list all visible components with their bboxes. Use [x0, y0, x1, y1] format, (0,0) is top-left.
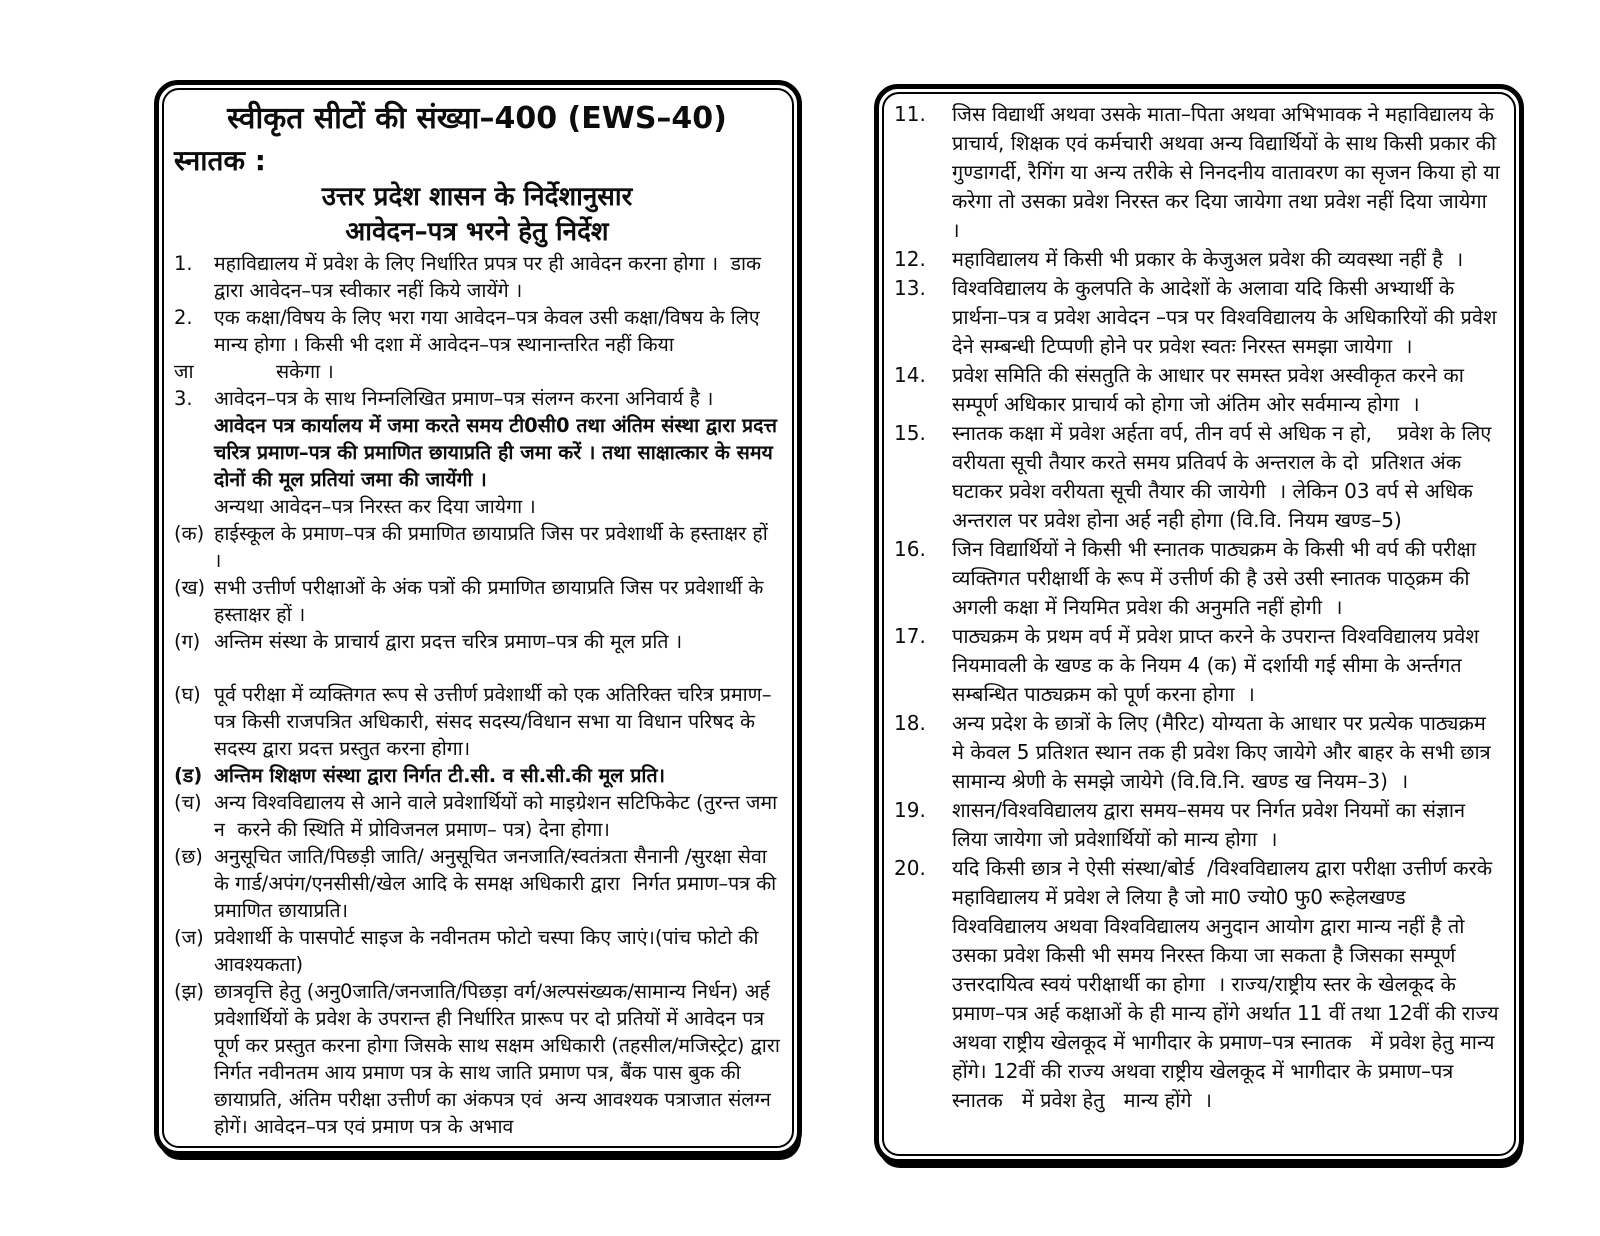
list-item: [894, 100, 1507, 245]
item-text: यदि किसी छात्र ने ऐसी संस्था/बोर्ड /विश्वविद्यालय द्वारा परीक्षा उत्तीर्ण करके महाविद्यालय में प्रवेश ले लिया है जो मा0 ज्यो0 फु0 रूहेलखण्ड विश्वविद्यालय अथवा विश्वविद्यालय अनुदान आयोग द्वारा मान्य नहीं है तो उसका प्रवेश किसी भी समय निरस्त किया जा सकता है जिसका सम्पूर्ण उत्तरदायित्व स्वयं परीक्षार्थी का होगा । राज्य/राष्ट्रीय स्तर के खेलकूद के प्रमाण–पत्र अर्ह कक्षाओं के ही मान्य होंगे अर्थात 11 वीं तथा 12वीं की राज्य अथवा राष्ट्रीय खेलकूद में भागीदार के प्रमाण–पत्र स्नातक में प्रवेश हेतु मान्य होंगे। 12वीं की राज्य अथवा राष्ट्रीय खेलकूद में भागीदार के प्रमाण–पत्र स्नातक में प्रवेश हेतु मान्य होंगे ।: [952, 856, 1505, 1112]
list-item: [174, 493, 780, 520]
list-item: [174, 681, 780, 762]
list-item: [174, 978, 787, 1140]
item-text: शासन/विश्वविद्यालय द्वारा समय–समय पर निर्गत प्रवेश नियमों का संज्ञान लिया जायेगा जो प्रवेशार्थियों को मान्य होगा ।: [952, 798, 1472, 851]
list-item: [894, 796, 1502, 854]
item-text: अन्य प्रदेश के छात्रों के लिए (मैरिट) योग्यता के आधार पर प्रत्येक पाठ्यक्रम मे केवल 5 प्रतिशत स्थान तक ही प्रवेश किए जायेगे और बाहर के सभी छात्र सामान्य श्रेणी के समझे जायेगे (वि.वि.नि. खण्ड ख नियम–3) ।: [952, 711, 1498, 793]
list-item: [174, 789, 784, 843]
right-instructions-list: [894, 100, 1507, 1115]
list-item: [894, 622, 1502, 709]
list-item: [894, 854, 1505, 1115]
item-marker: 15.: [894, 421, 926, 445]
item-text: प्रवेश समिति की संसतुति के आधार पर समस्त प्रवेश अस्वीकृत करने का सम्पूर्ण अधिकार प्राचार्य को होगा जो अंतिम ओर सर्वमान्य होगा ।: [952, 363, 1471, 416]
item-marker: 13.: [894, 276, 926, 300]
item-marker: 1.: [174, 252, 193, 275]
graduate-subtitle: स्नातक :: [174, 144, 266, 177]
item-marker: (ग): [174, 630, 201, 653]
instructions-heading-line1: उत्तर प्रदेश शासन के निर्देशानुसार: [321, 182, 633, 212]
item-marker: 11.: [894, 102, 926, 126]
instructions-heading-line2: आवेदन–पत्र भरने हेतु निर्देश: [345, 217, 609, 247]
item-text: पूर्व परीक्षा में व्यक्तिगत रूप से उत्तीर्ण प्रवेशार्थी को एक अतिरिक्त चरित्र प्रमाण–पत्र किसी राजपत्रित अधिकारी, संसद सदस्य/विधान सभा या विधान परिषद के सदस्य द्वारा प्रदत्त प्रस्तुत करना होगा।: [214, 683, 772, 760]
item-marker: 19.: [894, 798, 926, 822]
item-marker: 14.: [894, 363, 926, 387]
right-panel-inner-border: [882, 92, 1516, 1156]
item-marker: 3.: [174, 387, 193, 410]
item-marker: 17.: [894, 624, 926, 648]
item-marker: 18.: [894, 711, 926, 735]
item-text: महाविद्यालय में किसी भी प्रकार के केजुअल प्रवेश की व्यवस्था नहीं है ।: [952, 247, 1464, 271]
list-item: [174, 628, 780, 655]
item-text: अन्तिम संस्था के प्राचार्य द्वारा प्रदत्त चरित्र प्रमाण–पत्र की मूल प्रति ।: [214, 630, 683, 653]
list-item: [174, 762, 780, 789]
left-instructions-panel: [154, 80, 802, 1156]
list-item: [894, 709, 1502, 796]
item-marker: (छ): [174, 845, 203, 868]
list-item: [174, 385, 780, 412]
item-marker: (ख): [174, 576, 206, 599]
list-item: [894, 535, 1502, 622]
item-text: अन्तिम शिक्षण संस्था द्वारा निर्गत टी.सी. व सी.सी.की मूल प्रति।: [214, 764, 665, 787]
item-text: एक कक्षा/विषय के लिए भरा गया आवेदन–पत्र केवल उसी कक्षा/विषय के लिए मान्य होगा । किसी भी दशा में आवेदन–पत्र स्थानान्तरित नहीं किया: [214, 306, 766, 356]
item-marker: 20.: [894, 856, 926, 880]
item-text: प्रवेशार्थी के पासपोर्ट साइज के नवीनतम फोटो चस्पा किए जाएं।(पांच फोटो की आवश्यकता): [214, 926, 765, 976]
item-text: अनुसूचित जाति/पिछड़ी जाति/ अनुसूचित जनजाति/स्वतंत्रता सैनानी /सुरक्षा सेवा के गार्ड/अपंग/एनसीसी/खेल आदि के समक्ष अधिकारी द्वारा निर्गत प्रमाण–पत्र की प्रमाणित छायाप्रति।: [214, 845, 789, 922]
item-marker: (क): [174, 522, 205, 545]
item-marker: (च): [174, 791, 202, 814]
item-marker: 2.: [174, 306, 193, 329]
list-item: [894, 419, 1502, 535]
list-item: [174, 574, 780, 628]
item-text: आवेदन पत्र कार्यालय में जमा करते समय टी0सी0 तथा अंतिम संस्था द्वारा प्रदत्त चरित्र प्रमाण–पत्र की प्रमाणित छायाप्रति ही जमा करें । तथा साक्षात्कार के समय दोनों की मूल प्रतियां जमा की जायेंगी ।: [214, 414, 784, 491]
list-item: [174, 412, 784, 493]
list-item: [894, 245, 1502, 274]
item-text: अन्यथा आवेदन–पत्र निरस्त कर दिया जायेगा ।: [214, 495, 536, 518]
item-marker: (ज): [174, 926, 204, 949]
list-item: [894, 361, 1502, 419]
list-item: [894, 274, 1502, 361]
item-marker: (ड): [174, 764, 203, 787]
list-item: [174, 843, 789, 924]
item-text: स्नातक कक्षा में प्रवेश अर्हता वर्प, तीन वर्प से अधिक न हो, प्रवेश के लिए वरीयता सूची तैयार करते समय प्रतिवर्प के अन्तराल के दो प्रतिशत अंक घटाकर प्रवेश वरीयता सूची तैयार की जायेगी । लेकिन 03 वर्प से अधिक अन्तराल पर प्रवेश होना अर्ह नही होगा (वि.वि. नियम खण्ड–5): [952, 421, 1498, 532]
item-text: विश्वविद्यालय के कुलपति के आदेशों के अलावा यदि किसी अभ्यार्थी के प्रार्थना–पत्र व प्रवेश आवेदन –पत्र पर विश्वविद्यालय के अधिकारियों की प्रवेश देने सम्बन्धी टिप्पणी होने पर प्रवेश स्वतः निरस्त समझा जायेगा ।: [952, 276, 1503, 358]
right-instructions-panel: [874, 84, 1524, 1164]
item-text: जिन विद्यार्थियों ने किसी भी स्नातक पाठ्यक्रम के किसी भी वर्प की परीक्षा व्यक्तिगत परीक्षार्थी के रूप में उत्तीर्ण की है उसे उसी स्नातक पाठ्क्रम की अगली कक्षा में नियमित प्रवेश की अनुमति नहीं होगी ।: [952, 537, 1483, 619]
item-marker: (झ): [174, 980, 204, 1003]
list-item: [174, 520, 780, 574]
left-panel-inner-border: [162, 88, 794, 1148]
list-item: [174, 358, 780, 385]
list-item: [174, 924, 780, 978]
item-text: महाविद्यालय में प्रवेश के लिए निर्धारित प्रपत्र पर ही आवेदन करना होगा । डाक द्वारा आवेदन–पत्र स्वीकार नहीं किये जायेंगे ।: [214, 252, 768, 302]
item-text: आवेदन–पत्र के साथ निम्नलिखित प्रमाण–पत्र संलग्न करना अनिवार्य है ।: [214, 387, 714, 410]
item-text: छात्रवृत्ति हेतु (अनु0जाति/जनजाति/पिछड़ा वर्ग/अल्पसंख्यक/सामान्य निर्धन) अर्ह प्रवेशार्थियों के प्रवेश के उपरान्त ही निर्धारित प्रारूप पर दो प्रतियों में आवेदन पत्र पूर्ण कर प्रस्तुत करना होगा जिसके साथ सक्षम अधिकारी (तहसील/मजिस्ट्रेट) द्वारा निर्गत नवीनतम आय प्रमाण पत्र के साथ जाति प्रमाण पत्र, बैंक पास बुक की छायाप्रति, अंतिम परीक्षा उत्तीर्ण का अंकपत्र एवं अन्य आवश्यक पत्राजात संलग्न होगें। आवेदन–पत्र एवं प्रमाण पत्र के अभाव: [214, 980, 787, 1138]
item-marker: 16.: [894, 537, 926, 561]
seats-title: स्वीकृत सीटों की संख्या–400 (EWS–40): [227, 101, 727, 136]
list-item: [174, 250, 780, 304]
left-instructions-list: [174, 250, 789, 1140]
list-item: [174, 304, 780, 358]
item-text: सकेगा ।: [276, 360, 334, 383]
item-marker: (घ): [174, 683, 201, 706]
item-marker: 12.: [894, 247, 926, 271]
item-text: सभी उत्तीर्ण परीक्षाओं के अंक पत्रों की प्रमाणित छायाप्रति जिस पर प्रवेशार्थी के हस्ताक्षर हों ।: [214, 576, 770, 626]
item-marker: जा: [174, 360, 194, 383]
item-text: पाठ्यक्रम के प्रथम वर्प में प्रवेश प्राप्त करने के उपरान्त विश्वविद्यालय प्रवेश नियमावली के खण्ड क के नियम 4 (क) में दर्शायी गई सीमा के अर्न्तगत सम्बन्धित पाठ्यक्रम को पूर्ण करना होगा ।: [952, 624, 1486, 706]
item-text: हाईस्कूल के प्रमाण–पत्र की प्रमाणित छायाप्रति जिस पर प्रवेशार्थी के हस्ताक्षर हों ।: [214, 522, 775, 572]
item-text: अन्य विश्वविद्यालय से आने वाले प्रवेशार्थियों को माइग्रेशन सटिफिकेट (तुरन्त जमा न करने की स्थिति में प्रोविजनल प्रमाण– पत्र) देना होगा।: [214, 791, 784, 841]
item-text: जिस विद्यार्थी अथवा उसके माता–पिता अथवा अभिभावक ने महाविद्यालय के प्राचार्य, शिक्षक एवं कर्मचारी अथवा अन्य विद्यार्थियों के साथ किसी प्रकार की गुण्डागर्दी, रैगिंग या अन्य तरीके से निनदनीय वातावरण का सृजन किया हो या करेगा तो उसका प्रवेश निरस्त कर दिया जायेगा तथा प्रवेश नहीं दिया जायेगा ।: [952, 102, 1507, 242]
